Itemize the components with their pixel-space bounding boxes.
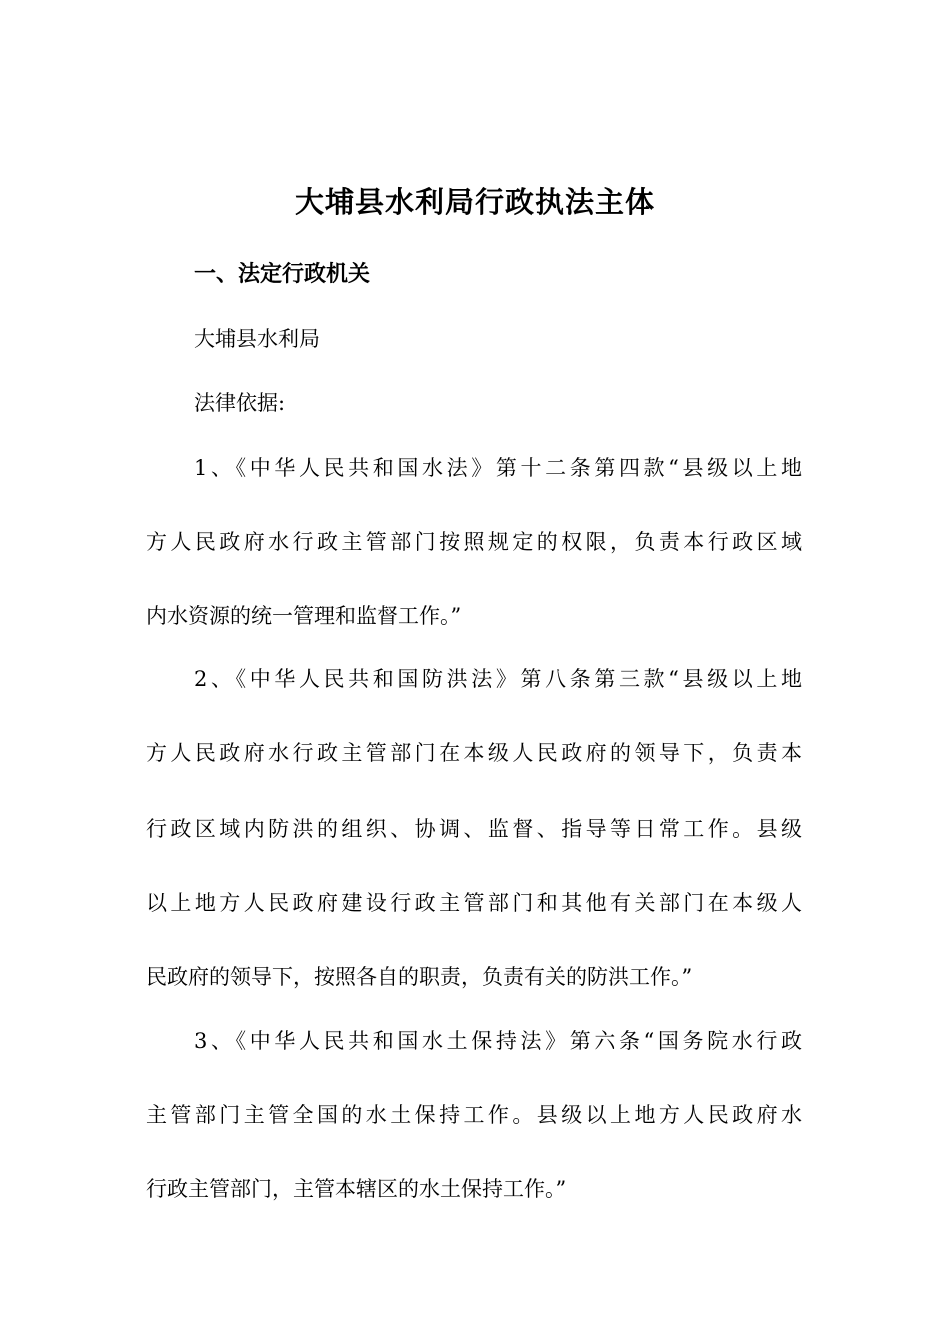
paragraph-line: 以上地方人民政府建设行政主管部门和其他有关部门在本级人 bbox=[146, 891, 802, 915]
paragraph-line: 方人民政府水行政主管部门按照规定的权限，负责本行政区域 bbox=[146, 530, 802, 554]
paragraph-line: 行政区域内防洪的组织、协调、监督、指导等日常工作。县级 bbox=[146, 817, 802, 841]
paragraph-line: 主管部门主管全国的水土保持工作。县级以上地方人民政府水 bbox=[146, 1103, 802, 1127]
paragraph-line: 方人民政府水行政主管部门在本级人民政府的领导下，负责本 bbox=[146, 741, 802, 765]
paragraph-line: 2、《中华人民共和国防洪法》第八条第三款“县级以上地 bbox=[194, 667, 802, 691]
paragraph-line: 3、《中华人民共和国水土保持法》第六条“国务院水行政 bbox=[194, 1029, 802, 1053]
legal-basis-label: 法律依据: bbox=[194, 391, 286, 415]
paragraph-line: 行政主管部门，主管本辖区的水土保持工作。” bbox=[146, 1177, 567, 1201]
paragraph-line: 1、《中华人民共和国水法》第十二条第四款“县级以上地 bbox=[194, 456, 802, 480]
agency-name: 大埔县水利局 bbox=[194, 327, 320, 351]
paragraph-line: 民政府的领导下，按照各自的职责，负责有关的防洪工作。” bbox=[146, 965, 693, 989]
paragraph-line: 内水资源的统一管理和监督工作。” bbox=[146, 604, 462, 628]
section-heading: 一、法定行政机关 bbox=[194, 262, 371, 287]
document-title: 大埔县水利局行政执法主体 bbox=[294, 185, 655, 219]
